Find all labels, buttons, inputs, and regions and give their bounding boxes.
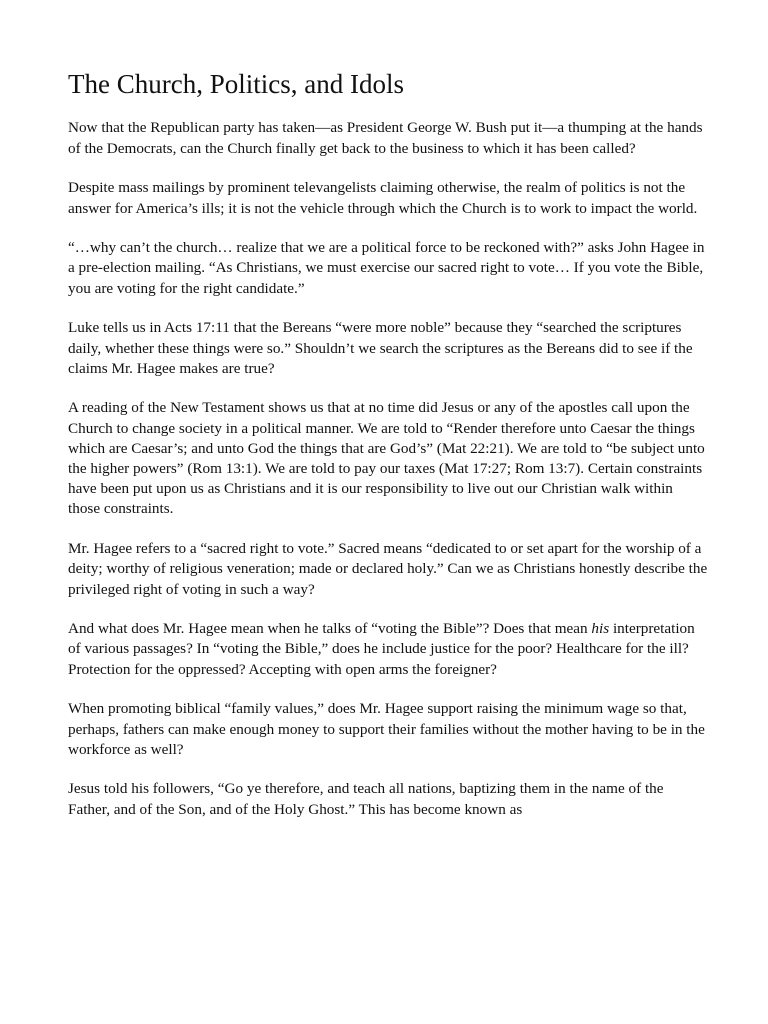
paragraph-5: A reading of the New Testament shows us that at no time did Jesus or any of the apostles call upon the Church to change society in a political manner. We are told to “Render therefore unto Caesar the things which are Caesar’s; and unto God the things that are God’s” (Mat 22:21). We are told to “be subject unto the higher powers” (Rom 13:1). We are told to pay our taxes (Mat 17:27; Rom 13:7). Certain constraints have been put upon us as Christians and it is our responsibility to live out our Christian walk within those constraints. bbox=[68, 399, 705, 518]
document-page bbox=[68, 68, 708, 839]
paragraph-8: When promoting biblical “family values,” does Mr. Hagee support raising the minimum wage so that, perhaps, fathers can make enough money to support their families without the mother having to be in the workforce as well? bbox=[68, 700, 705, 758]
paragraph-9: Jesus told his followers, “Go ye therefore, and teach all nations, baptizing them in the name of the Father, and of the Son, and of the Holy Ghost.” This has become known as bbox=[68, 780, 664, 818]
paragraph-7 bbox=[68, 619, 708, 680]
paragraph-7-before: And what does Mr. Hagee mean when he talks of “voting the Bible”? Does that mean bbox=[68, 620, 592, 638]
paragraph-3: “…why can’t the church… realize that we are a political force to be reckoned with?” asks John Hagee in a pre-election mailing. “As Christians, we must exercise our sacred right to vote… If you vote the Bible, you are voting for the right candidate.” bbox=[68, 239, 705, 297]
paragraph-6: Mr. Hagee refers to a “sacred right to vote.” Sacred means “dedicated to or set apart for the worship of a deity; worthy of religious veneration; made or declared holy.” Can we as Christians honestly describe the privileged right of voting in such a way? bbox=[68, 540, 708, 598]
paragraph-7-after: interpretation of various passages? In “voting the Bible,” does he include justice for the poor? Healthcare for the ill? Protection for the oppressed? Accepting with open arms the foreigner? bbox=[68, 620, 695, 678]
paragraph-2: Despite mass mailings by prominent televangelists claiming otherwise, the realm of politics is not the answer for America’s ills; it is not the vehicle through which the Church is to work to impact the world. bbox=[68, 179, 698, 217]
document-title: The Church, Politics, and Idols bbox=[68, 69, 404, 99]
paragraph-7-emphasis: his bbox=[591, 620, 610, 638]
paragraph-1: Now that the Republican party has taken—as President George W. Bush put it—a thumping at the hands of the Democrats, can the Church finally get back to the business to which it has been called? bbox=[68, 119, 703, 157]
paragraph-4: Luke tells us in Acts 17:11 that the Bereans “were more noble” because they “searched the scriptures daily, whether these things were so.” Shouldn’t we search the scriptures as the Bereans did to see if the claims Mr. Hagee makes are true? bbox=[68, 319, 693, 377]
